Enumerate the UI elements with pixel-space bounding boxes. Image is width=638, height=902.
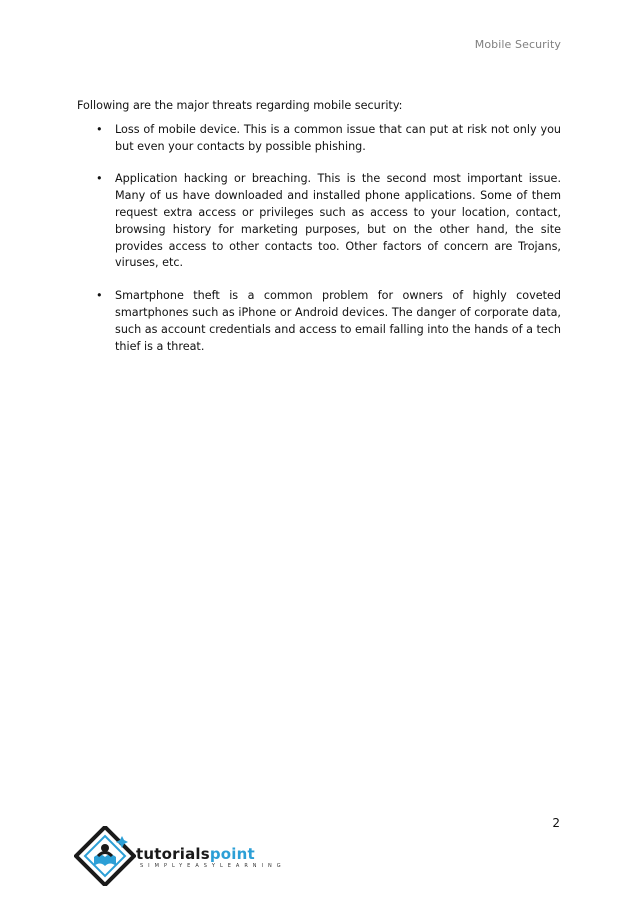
logo-wordmark (136, 845, 255, 863)
list-item-text: Loss of mobile device. This is a common issue that can put at risk not only you but even your contacts by possible phishing. (115, 122, 561, 153)
list-item (77, 122, 561, 156)
running-header-title: Mobile Security (474, 38, 561, 51)
logo-wordmark-part1: tutorials (136, 845, 210, 863)
intro-paragraph: Following are the major threats regarding mobile security: (77, 99, 403, 112)
document-body (77, 98, 561, 371)
list-item (77, 171, 561, 272)
tutorialspoint-logo (74, 826, 286, 886)
list-item-text: Smartphone theft is a common problem for owners of highly coveted smartphones such as iPhone or Android devices. The danger of corporate data, such as account credentials and access to email falling into the hands of a tech thief is a threat. (115, 289, 561, 353)
list-item (77, 288, 561, 355)
logo-emblem-icon (74, 826, 136, 886)
logo-wordmark-part2: point (209, 845, 255, 863)
bullet-icon: • (96, 122, 103, 136)
bullet-icon: • (96, 172, 103, 186)
threats-list (77, 122, 561, 356)
logo-tagline: SIMPLYEASYLEARNING (140, 863, 286, 869)
page-number: 2 (552, 816, 560, 830)
bullet-icon: • (96, 289, 103, 303)
list-item-text: Application hacking or breaching. This is the second most important issue. Many of us have downloaded and installed phone applications. Some of them request extra access or privileges such as access to your location, contact, browsing history for marketing purposes, but on the other hand, the site provides access to other contacts too. Other factors of concern are Trojans, viruses, etc. (115, 172, 561, 270)
